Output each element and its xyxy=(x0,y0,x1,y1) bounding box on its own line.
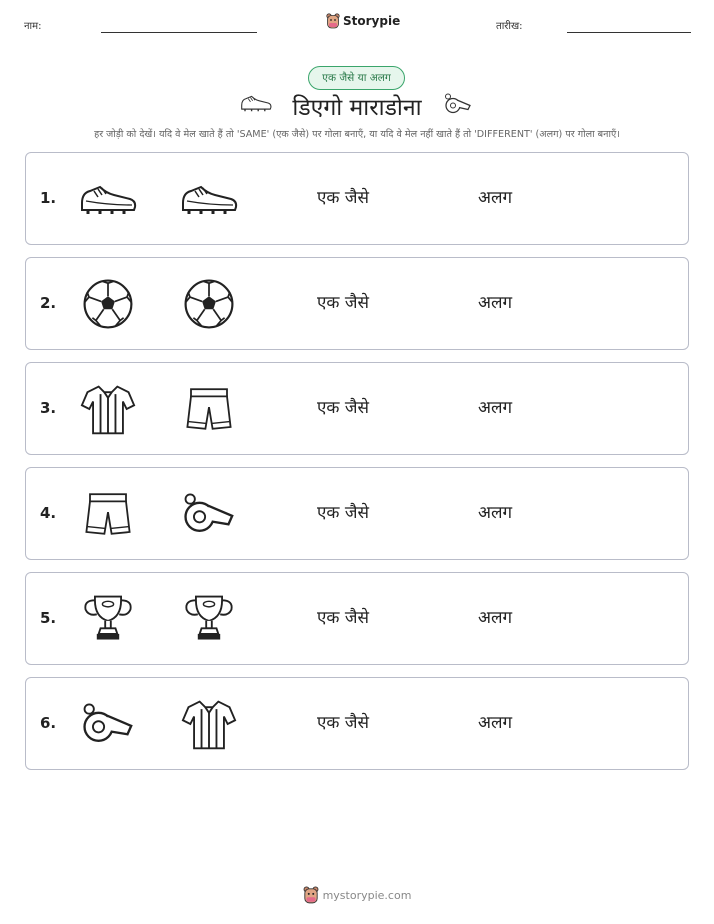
whistle-icon xyxy=(78,694,138,754)
instructions: हर जोड़ी को देखें। यदि वे मेल खाते हैं तो 'SAME' (एक जैसे) पर गोला बनाएँ, या यदि वे मेल नहीं खाते हैं तो 'DIFFERENT' (अलग) पर गोला बनाएँ। xyxy=(94,129,620,140)
question-number: 6. xyxy=(40,714,57,732)
option-different[interactable]: अलग xyxy=(478,188,513,208)
option-same[interactable]: एक जैसे xyxy=(317,398,369,418)
question-number: 5. xyxy=(40,609,57,627)
question-row xyxy=(25,467,689,560)
option-different[interactable]: अलग xyxy=(478,503,513,523)
option-same[interactable]: एक जैसे xyxy=(317,608,369,628)
whistle-icon xyxy=(442,92,472,116)
option-same[interactable]: एक जैसे xyxy=(317,188,369,208)
question-number: 3. xyxy=(40,399,57,417)
bear-icon xyxy=(303,886,319,904)
question-number: 1. xyxy=(40,189,57,207)
jersey-icon xyxy=(179,694,239,754)
boot-icon xyxy=(78,169,138,229)
jersey-icon xyxy=(78,379,138,439)
footer xyxy=(0,886,714,904)
option-same[interactable]: एक जैसे xyxy=(317,713,369,733)
boot-icon xyxy=(179,169,239,229)
shorts-icon xyxy=(179,379,239,439)
soccer-ball-icon xyxy=(179,274,239,334)
date-line[interactable] xyxy=(567,32,691,33)
worksheet-type-badge: एक जैसे या अलग xyxy=(308,66,405,90)
option-different[interactable]: अलग xyxy=(478,398,513,418)
soccer-ball-icon xyxy=(78,274,138,334)
name-label: नाम: xyxy=(24,21,42,32)
option-different[interactable]: अलग xyxy=(478,293,513,313)
question-number: 2. xyxy=(40,294,57,312)
name-line[interactable] xyxy=(101,32,257,33)
question-row xyxy=(25,257,689,350)
shorts-icon xyxy=(78,484,138,544)
option-same[interactable]: एक जैसे xyxy=(317,293,369,313)
whistle-icon xyxy=(179,484,239,544)
trophy-icon xyxy=(78,589,138,649)
option-same[interactable]: एक जैसे xyxy=(317,503,369,523)
question-row xyxy=(25,572,689,665)
brand-logo xyxy=(326,13,400,29)
question-row xyxy=(25,152,689,245)
bear-icon xyxy=(326,13,340,29)
date-label: तारीख: xyxy=(496,21,523,32)
question-row xyxy=(25,362,689,455)
footer-url: mystorypie.com xyxy=(322,888,412,902)
trophy-icon xyxy=(179,589,239,649)
brand-name: Storypie xyxy=(343,14,401,28)
question-row xyxy=(25,677,689,770)
question-number: 4. xyxy=(40,504,57,522)
option-different[interactable]: अलग xyxy=(478,608,513,628)
page-title: डिएगो माराडोना xyxy=(292,95,422,121)
option-different[interactable]: अलग xyxy=(478,713,513,733)
